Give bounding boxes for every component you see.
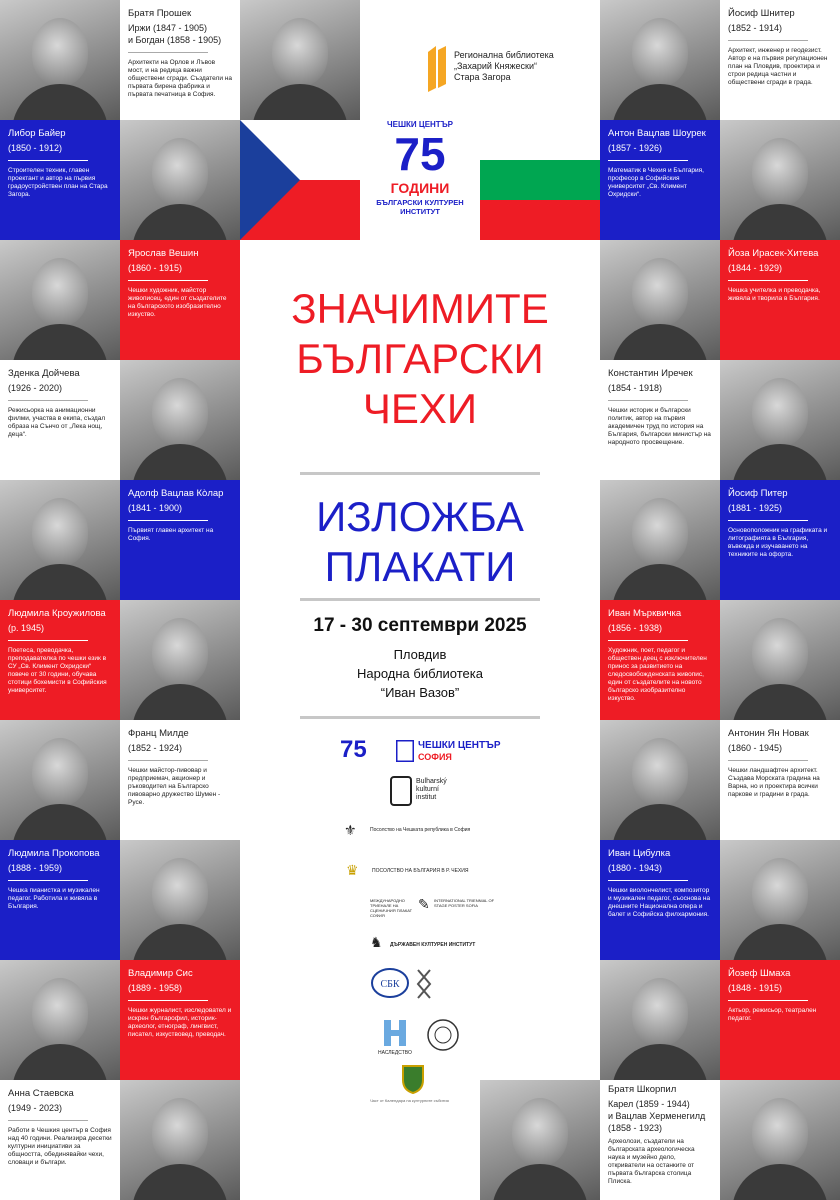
ssk-logo-icon [370,966,410,1000]
portrait-shkorpil-2 [720,1080,840,1200]
portrait-shniter [600,0,720,120]
person-description: Археолози, създатели на българската археологическа наука и музейно дело, откриватели на останките от първата българска столица Плиска. [608,1138,695,1185]
title-line: ЗНАЧИМИТЕ [291,285,549,332]
municipality-crest-icon [400,1064,426,1094]
person-years: Иржи (1847 - 1905) [128,23,208,33]
person-description: Актьор, режисьор, театрален педагог. [728,1007,817,1022]
info-krouzhilova [0,600,120,720]
divider [728,280,808,281]
person-years: (1857 - 1926) [608,143,663,153]
divider [300,472,540,475]
person-years: (1860 - 1915) [128,263,183,273]
info-novak [720,720,840,840]
person-years: (1860 - 1945) [728,743,783,753]
portrait-staevska [120,1080,240,1200]
divider [728,1000,808,1001]
embassy-bg-text: ПОСОЛСТВО НА БЪЛГАРИЯ В Р. ЧЕХИЯ [372,868,469,874]
calendar-note: Част от Календара на културните събития [370,1098,449,1103]
divider [300,716,540,719]
person-name: Зденка Дойчева [8,368,80,379]
divider [300,598,540,601]
person-name: Йозеф Шмаха [728,968,791,979]
info-shourek [600,120,720,240]
divider [8,880,88,881]
person-description: Чешки историк и български политик, автор на първия академичен труд по история на България, български министър на народното просвещение. [608,407,711,446]
person-years: (1844 - 1929) [728,263,783,273]
info-shniter [720,0,840,120]
cc-logo-city: СОФИЯ [418,752,452,762]
portrait-shmaha [600,960,720,1080]
institute-line: БЪЛГАРСКИ КУЛТУРЕН [376,198,464,207]
person-description: Чешка пианистка и музикален педагог. Работила и живяла в България. [8,887,100,910]
person-name: Адолф Вацлав Кòлар [128,488,224,499]
info-proshek [120,0,240,120]
cc-logo-text: ЧЕШКИ ЦЕНТЪР [418,740,501,751]
info-kolar [120,480,240,600]
divider [608,400,688,401]
municipality-logo [400,1064,440,1094]
triennial-en-text: INTERNATIONAL TRIENNIAL OF STAGE POSTER SOFIA [434,898,495,908]
subtitle-line: ИЗЛОЖБА [316,493,524,540]
seventy-five-logo: 75 [340,736,367,763]
info-irasek [720,240,840,360]
divider [608,640,688,641]
divider [728,760,808,761]
person-name: Константин Иречек [608,368,693,379]
triennial-text: МЕЖДУНАРОДНО ТРИЕНАЛЕ НА СЦЕНИЧНИЯ ПЛАКАТ СОФИЯ [370,898,413,918]
person-description: Основоположник на графиката и литографията в България, въвежда и изучаването на техниките на офорта. [728,527,828,558]
portrait-shkorpil-1 [480,1080,600,1200]
event-venue [240,645,600,702]
person-years: (1880 - 1943) [608,863,663,873]
person-years: (1858 - 1923) [608,1123,663,1133]
divider [728,40,808,41]
portrait-markvichka [720,600,840,720]
library-line: Регионална библиотека [454,50,554,60]
partner-logo-state-institute [370,934,510,956]
person-name: Людмила Кроужилова [8,608,106,619]
czech-flag [240,120,360,240]
portrait-irasek [600,240,720,360]
person-description: Строителен техник, главен проектант и автор на първия градоустройствен план на Стара Загора. [8,167,108,198]
bki-line: institut [416,794,437,801]
info-shmaha [720,960,840,1080]
institute-line: ИНСТИТУТ [400,207,440,216]
portrait-krouzhilova [120,600,240,720]
venue-city: Пловдив [393,647,447,662]
divider [8,160,88,161]
title-line: БЪЛГАРСКИ [296,335,544,382]
bulgarian-flag [480,120,600,240]
info-milde [120,720,240,840]
partner-logo-triennial [370,896,510,922]
portrait-doycheva [120,360,240,480]
library-line: Стара Загора [454,72,511,82]
triennial-icon: ✎ [418,896,430,912]
portrait-kolar [0,480,120,600]
person-description: Чешки журналист, изследовател и искрен българофил, историк-археолог, етнограф, лингвист, писател, изкуствовед, преводач. [128,1007,232,1038]
person-years: (1848 - 1915) [728,983,783,993]
person-description: Архитекти на Орлов и Лъвов мост, и на редица важни обществени сгради. Създатели на първата бирена фабрика и първата печатница в София. [128,59,232,98]
portrait-proshek-2 [240,0,360,120]
person-description: Работи в Чешкия център в София над 40 години. Реализира десетки културни инициативи за общността, обединявайки чехи, словаци и българи. [8,1127,112,1166]
divider [128,52,208,53]
person-years: и Богдан (1858 - 1905) [128,35,222,45]
svg-text:СБК: СБК [380,979,400,990]
czech-center-label: ЧЕШКИ ЦЕНТЪР [387,120,453,129]
bki-icon [390,776,412,806]
person-years: Карел (1859 - 1944) [608,1099,690,1109]
bg-coat-of-arms-icon: ♛ [346,862,359,878]
person-description: Художник, поет, педагог и обществен деец с изключителен принос за развитието на следосвобожденската живопис, един от създателите на новото българско изобразително изкуство. [608,647,707,702]
divider [8,1120,88,1121]
divider [608,160,688,161]
person-description: Чешка учителка и преводачка, живяла и творила в България. [728,287,821,302]
person-description: Чешки виолончелист, композитор и музикален педагог, съоснова на днешните Национална опера и балет и Софийска филхармония. [608,887,711,918]
round-seal-icon [426,1018,460,1052]
main-title [240,284,600,434]
divider [128,280,208,281]
divider [608,880,688,881]
nasledstvo-icon [382,1018,408,1048]
coat-of-arms-icon: ⚜ [344,822,357,838]
person-years: (1841 - 1900) [128,503,183,513]
info-markvichka [600,600,720,720]
person-years: (1852 - 1924) [128,743,183,753]
partner-logos-row [370,966,470,1006]
person-name: Антонин Ян Новак [728,728,809,739]
partner-logo-czech-center [340,736,540,768]
person-name: Иван Мърквичка [608,608,682,619]
info-veshin [120,240,240,360]
person-name: Йосиф Шнитер [728,8,795,19]
embassy-cz-text: Посолство на Чешката република в София [370,827,471,833]
anniversary-number: 75 [394,128,446,180]
person-name: Франц Милде [128,728,189,739]
person-name: Ярослав Вешин [128,248,199,259]
partner-logos-row-2 [378,1018,482,1058]
person-description: Архитект, инженер и геодезист. Автор е на първия регулационен план на Пловдив, проектира и строи редица частни и обществени сгради в града. [728,47,828,86]
info-irechek [600,360,720,480]
person-name: Антон Вацлав Шоурек [608,128,706,139]
info-prokopova [0,840,120,960]
divider [8,400,88,401]
venue-name: “Иван Вазов” [380,685,460,700]
institute-label [360,198,480,216]
person-name: Йоза Ирасек-Хитева [728,248,819,259]
lion-icon: ♞ [370,934,383,950]
library-line: „Захарий Княжески“ [454,61,537,71]
person-years: (1888 - 1959) [8,863,63,873]
portrait-veshin [0,240,120,360]
portrait-novak [600,720,720,840]
person-description: Математик в Чехия и България, професор в Софийския университет „Св. Климент Охридски“. [608,167,704,198]
person-name: Либор Байер [8,128,66,139]
person-years: (1889 - 1958) [128,983,183,993]
divider [128,760,208,761]
info-bayer [0,120,120,240]
info-shkorpil [600,1080,720,1200]
person-years: и Вацлав Херменегилд [608,1111,706,1121]
event-dates: 17 - 30 септември 2025 [313,615,527,636]
state-institute-text: ДЪРЖАВЕН КУЛТУРЕН ИНСТИТУТ [390,942,476,948]
portrait-milde [0,720,120,840]
subtitle [240,492,600,592]
divider [8,640,88,641]
anniversary-years: ГОДИНИ [390,180,450,196]
person-years: (1926 - 2020) [8,383,63,393]
library-name [454,50,594,83]
venue-name: Народна библиотека [356,666,483,681]
nasledstvo-text: НАСЛЕДСТВО [378,1050,412,1056]
person-years: (1852 - 1914) [728,23,783,33]
person-name: Братя Прошек [128,8,192,19]
partner-logo-bki [390,774,490,810]
divider [728,520,808,521]
person-years: (1949 - 2023) [8,1103,63,1113]
info-tsibulka [600,840,720,960]
title-line: ЧЕХИ [362,385,478,432]
subtitle-line: ПЛАКАТИ [324,543,516,590]
portrait-bayer [120,120,240,240]
partner-logo-embassy-bg [346,862,506,882]
person-years: (1881 - 1925) [728,503,783,513]
portrait-tsibulka [720,840,840,960]
person-name: Иван Цибулка [608,848,671,859]
info-piter [720,480,840,600]
person-description: Чешки художник, майстор живописец, един от създателите на българското изобразително изкуство. [128,287,227,318]
partner-logo-embassy-cz [344,822,504,842]
bki-line: Bulharský [416,778,447,785]
person-description: Поетеса, преводачка, преподавателка по чешки език в СУ „Св. Климент Охридски“ повече от 30 години, обучава стотици бохемисти в Софийския университет. [8,647,107,694]
info-staevska [0,1080,120,1200]
portrait-prokopova [120,840,240,960]
person-name: Владимир Сис [128,968,193,979]
person-description: Първият главен архитект на София. [128,527,214,542]
portrait-irechek [720,360,840,480]
person-years: (р. 1945) [8,623,45,633]
divider [128,1000,208,1001]
info-sis [120,960,240,1080]
person-name: Йосиф Питер [728,488,788,499]
person-description: Чешки ландшафтен архитект. Създава Морската градина на Варна, но и проектира всички паркове и градини в града. [728,767,820,798]
divider [128,520,208,521]
person-description: Режисьорка на анимационни филми, участва в екипа, създал образа на Сънчо от „Лека нощ, деца“. [8,407,106,438]
portrait-piter [600,480,720,600]
person-years: (1850 - 1912) [8,143,63,153]
portrait-shourek [720,120,840,240]
person-name: Братя Шкорпил [608,1084,677,1095]
portrait-sis [0,960,120,1080]
bki-line: kulturní [416,786,439,793]
person-name: Анна Стаевска [8,1088,74,1099]
abstract-logo-icon [416,968,432,1000]
czech-center-icon [396,740,414,762]
person-years: (1854 - 1918) [608,383,663,393]
portrait-proshek-1 [0,0,120,120]
info-doycheva [0,360,120,480]
person-years: (1856 - 1938) [608,623,663,633]
person-description: Чешки майстор-пивовар и предприемач, акционер и ръководител на Българско пивоварно дружество Шумен - Русе. [128,767,221,806]
person-name: Людмила Прокопова [8,848,100,859]
library-logo-icon [426,44,450,94]
